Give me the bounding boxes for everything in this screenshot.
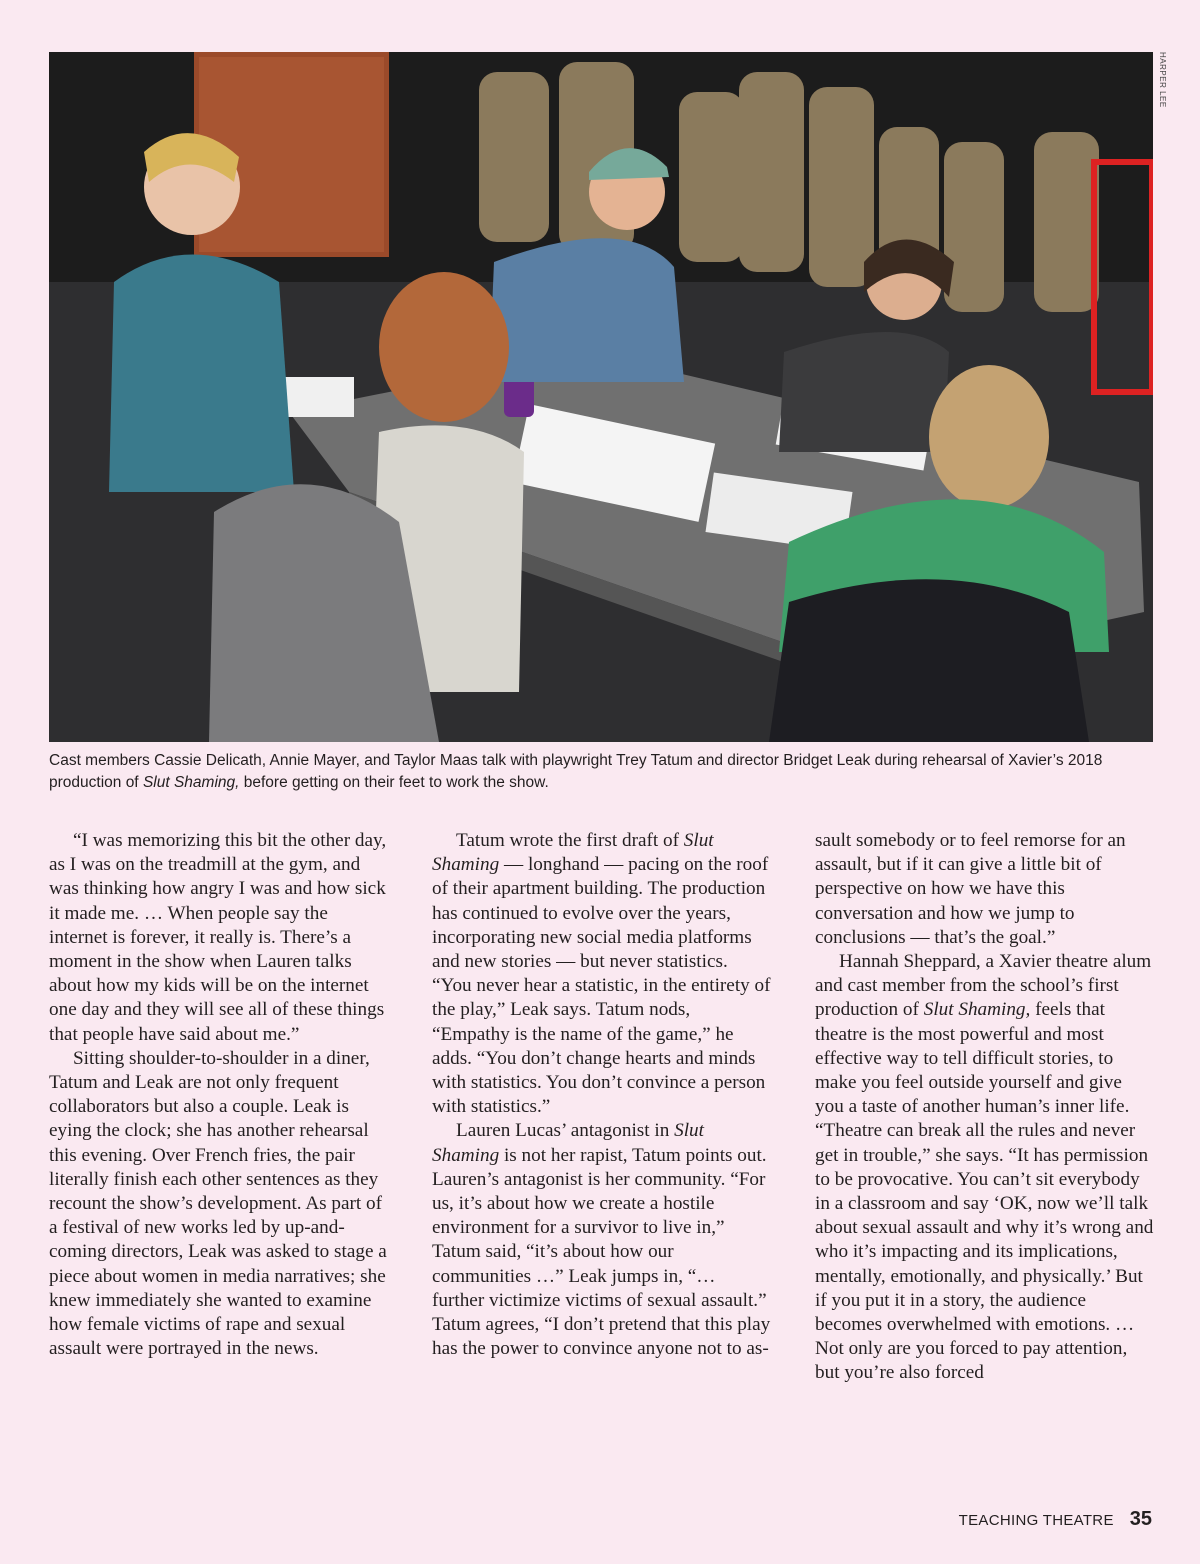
paragraph [815,950,1155,1386]
text-run: Tatum wrote the first draft of [456,830,684,851]
magazine-name: TEACHING THEATRE [958,1512,1114,1529]
play-title: Slut Shaming, [923,999,1031,1021]
page-footer [959,1508,1152,1531]
column-3 [815,829,1155,1386]
paragraph: sault somebody or to feel remorse for an assault, but if it can give a little bit of perspective on how we have this conversation and how we jump to conclusions — that’s the goal.” [815,830,1126,948]
rehearsal-photo [49,52,1153,742]
column-2 [432,829,772,1361]
paragraph: “I was memorizing this bit the other day, as I was on the treadmill at the gym, and was thinking how angry I was and how sick it made me. … When people say the internet is forever, it really is. There’s a moment in the show when Lauren talks about how my kids will be on the internet one day and they will see all of these things that people have said about me.” [49,830,387,1045]
text-run: — longhand — pacing on the roof of their apartment building. The production has continued to evolve over the years, incorporating new social media platforms and new stories — but never statistics. “You never hear a statistic, in the entirety of the play,” Leak says. Tatum nods, “Empathy is the name of the game,” he adds. “You don’t change hearts and minds with statistics. You don’t convince a person with statistics.” [432,854,771,1118]
caption-text: Cast members Cassie Delicath, Annie Mayer, and Taylor Maas talk with playwright Trey Tatum and director Bridget Leak during rehearsal of Xavier’s 2018 production of [49,752,1103,791]
paragraph [432,1119,772,1361]
paragraph [432,829,772,1119]
text-run: is not her rapist, Tatum points out. Lauren’s antagonist is her community. “For us, it’s about how we create a hostile environment for a survivor to live in,” Tatum said, “it’s about how our communities …” Leak jumps in, “… further victimize victims of sexual assault.” Tatum agrees, “I don’t pretend that this play has the power to convince anyone not to as- [432,1144,771,1360]
text-run: feels that theatre is the most powerful and most effective way to tell difficult stories, to make you feel outside yourself and give you a taste of another human’s inner life. “Theatre can break all the rules and never get in trouble,” she says. “It has permission to be provocative. You can’t sit everybody in a classroom and say ‘OK, now we’ll talk about sexual assault and why it’s wrong and who it’s impacting and its implications, mentally, emotionally, and physically.’ But if you put it in a story, the audience becomes overwhelmed with emotions. … Not only are you forced to pay attention, but you’re also forced [815,999,1154,1384]
text-run: Lauren Lucas’ antagonist in [456,1120,675,1142]
play-title: Slut Shaming [432,1120,704,1166]
caption-text-end: before getting on their feet to work the show. [239,774,549,791]
play-title: Slut Shaming [432,830,714,876]
caption-title: Slut Shaming, [142,774,240,791]
photo-credit: HARPER LEE [1158,52,1167,108]
paragraph: Sitting shoulder-to-shoulder in a diner, Tatum and Leak are not only frequent collaborators but also a couple. Leak is eying the clock; she has another rehearsal this evening. Over French fries, the pair literally finish each other sentences as they recount the show’s development. As part of a festival of new works led by up-and-coming directors, Leak was asked to stage a piece about women in media narratives; she knew immediately she wanted to examine how female victims of rape and sexual assault were portrayed in the news. [49,1047,387,1360]
column-1 [49,829,389,1361]
text-run: Hannah Sheppard, a Xavier theatre alum and cast member from the school’s first production of [815,951,1152,1021]
photo-caption [49,750,1159,794]
page-number: 35 [1129,1508,1152,1530]
